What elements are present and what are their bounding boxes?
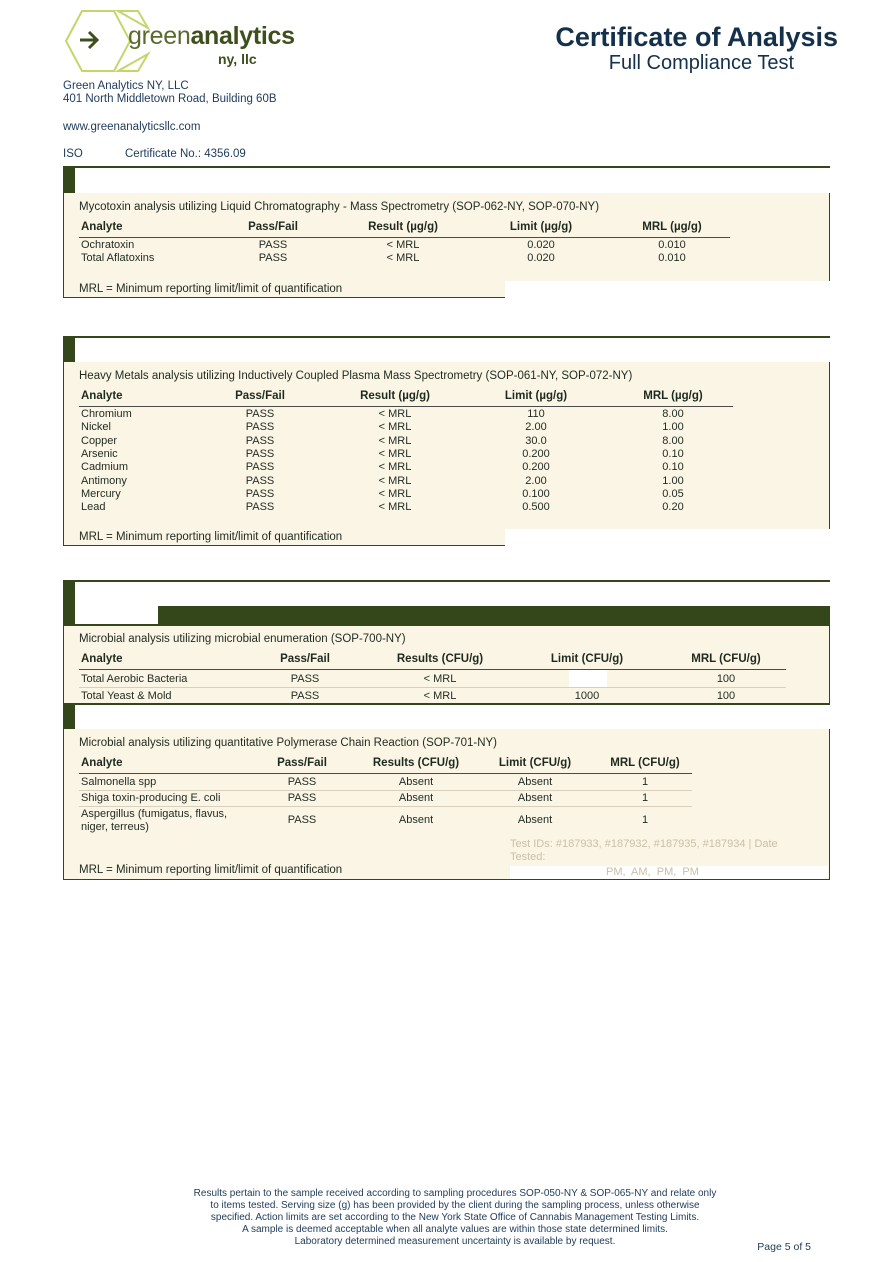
table-cell-limit: Absent: [517, 814, 553, 826]
table-cell-mrl: 0.010: [658, 239, 686, 251]
table-cell-limit: 110: [527, 408, 545, 420]
table-cell-analyte: Mercury: [81, 487, 121, 500]
table-cell-limit: Absent: [517, 776, 553, 788]
iso-label: ISO: [63, 148, 83, 160]
col-mrl: MRL (CFU/g): [610, 757, 680, 769]
table-cell-mrl: 1.00: [662, 421, 684, 434]
table-cell-limit: 0.020: [527, 239, 555, 251]
test-ids: Test IDs: #187933, #187932, #187935, #187934 | Date Tested:: [510, 838, 778, 863]
table-cell-limit: 30.0: [525, 434, 547, 447]
col-limit: Limit (µg/g): [504, 390, 568, 402]
col-results: Results (CFU/g): [396, 653, 484, 665]
table-cell-limit: 0.020: [527, 252, 555, 264]
table-cell-mrl: 100: [716, 690, 736, 702]
microbial-pcr-title: Microbial analysis utilizing quantitative Polymerase Chain Reaction (SOP-701-NY): [79, 737, 498, 749]
footer-disclaimer: [170, 1188, 740, 1248]
page-subtitle: Full Compliance Test: [608, 52, 794, 74]
table-cell-limit: 0.200: [522, 461, 550, 474]
table-cell-mrl: 1.00: [662, 474, 684, 487]
col-analyte: Analyte: [81, 390, 123, 402]
table-cell-result: Absent: [398, 792, 434, 804]
table-cell-result: < MRL: [378, 408, 412, 420]
table-cell-analyte: Lead: [81, 501, 106, 514]
limit-blank-cell: [569, 670, 607, 688]
metals-left-rule: [63, 362, 64, 546]
table-cell-passfail: PASS: [245, 408, 275, 420]
table-cell-mrl: 1: [641, 776, 649, 788]
col-results: Results (CFU/g): [372, 757, 460, 769]
table-cell-analyte: Salmonella spp: [81, 776, 157, 788]
test-times: PM, AM, PM, PM: [606, 866, 699, 878]
col-passfail: Pass/Fail: [277, 757, 327, 769]
table-cell-mrl: 1: [641, 792, 649, 804]
col-analyte: Analyte: [81, 653, 123, 665]
page-title: Certificate of Analysis: [555, 22, 838, 52]
mrl-note: MRL = Minimum reporting limit/limit of quantification: [79, 864, 343, 876]
table-cell-analyte: Total Aerobic Bacteria: [81, 673, 188, 685]
table-cell-mrl: 100: [716, 673, 736, 685]
table-header-rule: [79, 773, 692, 774]
table-cell-passfail: PASS: [245, 501, 275, 514]
footer-line: Laboratory determined measurement uncertainty is available by request.: [294, 1236, 616, 1247]
table-cell-passfail: PASS: [245, 421, 275, 434]
table-header-rule: [79, 237, 730, 238]
table-cell-passfail: PASS: [245, 461, 275, 474]
table-cell-passfail: PASS: [290, 690, 320, 702]
microbial-enum-title: Microbial analysis utilizing microbial enumeration (SOP-700-NY): [79, 633, 406, 645]
microbial-enum-left-rule: [63, 626, 64, 703]
table-cell-result: < MRL: [423, 690, 457, 702]
section-top-rule: [63, 336, 830, 338]
section-top-rule: [63, 166, 830, 168]
mycotoxin-right-rule: [829, 193, 830, 281]
table-cell-result: < MRL: [378, 487, 412, 500]
col-mrl: MRL (CFU/g): [691, 653, 761, 665]
iso-certificate: Certificate No.: 4356.09: [125, 148, 246, 160]
microbial-pcr-right-rule: [829, 729, 830, 879]
table-row-rule: [79, 687, 786, 688]
col-limit: Limit (µg/g): [509, 221, 573, 233]
table-cell-mrl: 0.010: [658, 252, 686, 264]
table-cell-passfail: PASS: [245, 447, 275, 460]
table-cell-result: < MRL: [378, 434, 412, 447]
table-cell-result: < MRL: [378, 461, 412, 474]
table-cell-result: < MRL: [378, 501, 412, 514]
table-header-rule: [79, 669, 786, 670]
table-cell-passfail: PASS: [287, 814, 317, 826]
col-limit: Limit (CFU/g): [498, 757, 572, 769]
table-cell-analyte: Ochratoxin: [81, 239, 135, 251]
table-cell-mrl: 8.00: [662, 434, 684, 447]
table-cell-result: < MRL: [423, 673, 457, 685]
col-passfail: Pass/Fail: [235, 390, 285, 402]
page-number: Page 5 of 5: [757, 1241, 811, 1253]
microbial-enum-right-rule: [829, 626, 830, 703]
table-cell-analyte: Cadmium: [81, 461, 129, 474]
section-top-rule: [63, 580, 830, 582]
table-cell-analyte: Chromium: [81, 408, 132, 420]
col-analyte: Analyte: [81, 757, 123, 769]
table-cell-limit: 0.500: [522, 501, 550, 514]
col-analyte: Analyte: [81, 221, 123, 233]
table-cell-analyte: Shiga toxin-producing E. coli: [81, 792, 221, 804]
metals-title: Heavy Metals analysis utilizing Inductively Coupled Plasma Mass Spectrometry (SOP-061-NY, SOP-072-NY): [79, 370, 633, 382]
col-limit: Limit (CFU/g): [550, 653, 624, 665]
col-result: Result (µg/g): [360, 390, 430, 402]
table-cell-passfail: PASS: [245, 487, 275, 500]
table-cell-result: < MRL: [378, 421, 412, 434]
table-header-rule: [79, 406, 733, 407]
section-tab-marker: [63, 336, 75, 362]
table-cell-passfail: PASS: [258, 252, 288, 264]
footer-line: to items tested. Serving size (g) has been provided by the client during the sampling process, unless otherwise: [210, 1200, 700, 1211]
table-cell-limit: 1000: [574, 690, 600, 702]
company-website[interactable]: www.greenanalyticsllc.com: [63, 121, 201, 133]
table-cell-limit: 2.00: [525, 474, 547, 487]
footer-line: specified. Action limits are set according to the New York State Office of Cannabis Management Testing Limits.: [210, 1212, 700, 1223]
mycotoxin-left-rule: [63, 193, 64, 298]
table-cell-analyte: Copper: [81, 434, 118, 447]
table-cell-limit: 2.00: [525, 421, 547, 434]
table-cell-passfail: PASS: [287, 792, 317, 804]
company-name: Green Analytics NY, LLC: [63, 80, 189, 92]
table-cell-mrl: 1: [641, 814, 649, 826]
table-cell-analyte: Arsenic: [81, 447, 118, 460]
microbial-pcr-bottom-rule: [63, 879, 830, 880]
table-cell-result: < MRL: [378, 447, 412, 460]
table-cell-analyte: Nickel: [81, 421, 111, 434]
table-cell-passfail: PASS: [287, 776, 317, 788]
table-cell-limit: Absent: [517, 792, 553, 804]
table-cell-result: < MRL: [386, 239, 420, 251]
col-passfail: Pass/Fail: [280, 653, 330, 665]
mycotoxin-title: Mycotoxin analysis utilizing Liquid Chromatography - Mass Spectrometry (SOP-062-NY, SOP-070-NY): [79, 201, 600, 213]
logo-word-analytics: analytics: [190, 22, 295, 50]
table-cell-mrl: 0.10: [662, 461, 684, 474]
metals-bottom-rule: [63, 545, 505, 546]
table-cell-mrl: 0.10: [662, 447, 684, 460]
col-passfail: Pass/Fail: [248, 221, 298, 233]
footer-line: A sample is deemed acceptable when all analyte values are within those state determined limits.: [242, 1224, 668, 1235]
col-mrl: MRL (µg/g): [642, 221, 702, 233]
section-tab-marker: [63, 166, 75, 193]
mrl-note: MRL = Minimum reporting limit/limit of quantification: [79, 531, 343, 543]
col-mrl: MRL (µg/g): [643, 390, 703, 402]
microbial-pcr-left-rule: [63, 729, 64, 879]
table-cell-mrl: 8.00: [662, 408, 684, 420]
table-cell-analyte: Total Yeast & Mold: [81, 690, 172, 702]
section-tab-marker: [63, 703, 75, 729]
col-result: Result (µg/g): [368, 221, 438, 233]
table-cell-result: Absent: [398, 776, 434, 788]
company-address: 401 North Middletown Road, Building 60B: [63, 93, 277, 105]
logo-wordmark: [128, 22, 295, 51]
mrl-note: MRL = Minimum reporting limit/limit of quantification: [79, 283, 343, 295]
section-tab-marker: [63, 580, 75, 627]
table-cell-passfail: PASS: [245, 434, 275, 447]
table-cell-result: Absent: [398, 814, 434, 826]
mycotoxin-bottom-rule: [63, 297, 505, 298]
table-cell-mrl: 0.05: [662, 487, 684, 500]
logo-word-green: green: [128, 22, 191, 50]
table-row-rule: [79, 790, 692, 791]
table-cell-analyte: Total Aflatoxins: [81, 252, 155, 264]
table-cell-limit: 0.200: [522, 447, 550, 460]
table-cell-mrl: 0.20: [662, 501, 684, 514]
table-cell-passfail: PASS: [258, 239, 288, 251]
logo-subtitle: ny, llc: [218, 51, 257, 67]
table-cell-passfail: PASS: [290, 673, 320, 685]
table-cell-limit: 0.100: [522, 487, 550, 500]
metals-right-rule: [829, 362, 830, 529]
table-cell-analyte: Aspergillus (fumigatus, flavus, niger, terreus): [81, 808, 228, 833]
table-cell-passfail: PASS: [245, 474, 275, 487]
table-row-rule: [79, 806, 692, 807]
footer-line: Results pertain to the sample received according to sampling procedures SOP-050-NY & SOP-065-NY and relate only: [193, 1188, 717, 1199]
section-header-bar: [158, 606, 830, 626]
table-cell-result: < MRL: [378, 474, 412, 487]
section-top-rule: [63, 703, 830, 705]
table-cell-analyte: Antimony: [81, 474, 127, 487]
table-cell-result: < MRL: [386, 252, 420, 264]
